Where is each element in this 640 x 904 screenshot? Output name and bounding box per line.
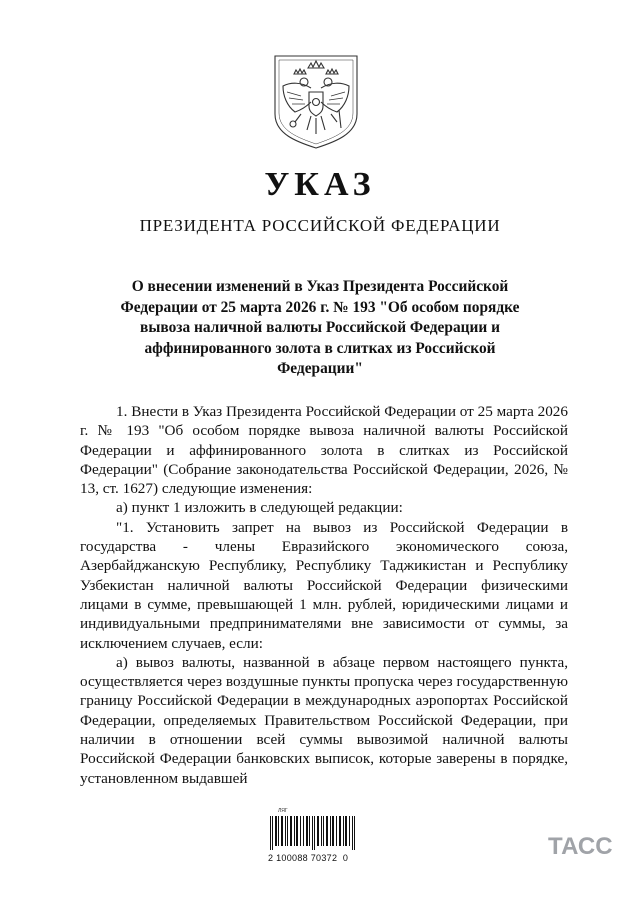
barcode-number: 2 100088 70372 0 bbox=[268, 853, 349, 863]
document-heading: О внесении изменений в Указ Президента Российской Федерации от 25 марта 2026 г. № 193 "Об особом порядке вывоза наличной валюты Российской Федерации и аффинированного золота в слитках из Российской Федерации" bbox=[120, 278, 520, 378]
coat-of-arms-icon bbox=[271, 52, 361, 150]
document-title: УКАЗ bbox=[264, 166, 376, 203]
barcode-mark: ЛЯГ bbox=[278, 808, 288, 814]
document-subtitle: ПРЕЗИДЕНТА РОССИЙСКОЙ ФЕДЕРАЦИИ bbox=[139, 216, 501, 235]
tass-logo: ТАСС bbox=[548, 833, 613, 860]
paragraph: а) вывоз валюты, названной в абзаце первом настоящего пункта, осуществляется через воздушные пункты пропуска через государственную границу Российской Федерации в международных аэропортах Российской Федерации, определяемых Правительством Российской Федерации, при наличии в отношении всей суммы вывозимой наличной валюты Российской Федерации банковских выписок, которые заверены в порядке, установленном выдавшей bbox=[80, 653, 568, 787]
barcode bbox=[268, 808, 360, 870]
paragraph: 1. Внести в Указ Президента Российской Федерации от 25 марта 2026 г. № 193 "Об особом порядке вывоза наличной валюты Российской Федерации и аффинированного золота в слитках из Российской Федерации" (Собрание законодательства Российской Федерации, 2026, № 13, ст. 1627) следующие изменения: bbox=[80, 403, 568, 498]
paragraph: "1. Установить запрет на вывоз из Российской Федерации в государства - члены Евразийского экономического союза, Азербайджанскую Республику, Республику Таджикистан и Республику Узбекистан наличной валюты Российской Федерации физическими лицами в сумме, превышающей 1 млн. рублей, юридическими лицами и индивидуальными предпринимателями вне зависимости от суммы, за исключением случаев, если: bbox=[80, 518, 568, 652]
barcode-bars-icon bbox=[268, 812, 360, 852]
paragraph: а) пункт 1 изложить в следующей редакции: bbox=[116, 499, 403, 517]
document-body bbox=[80, 402, 568, 788]
